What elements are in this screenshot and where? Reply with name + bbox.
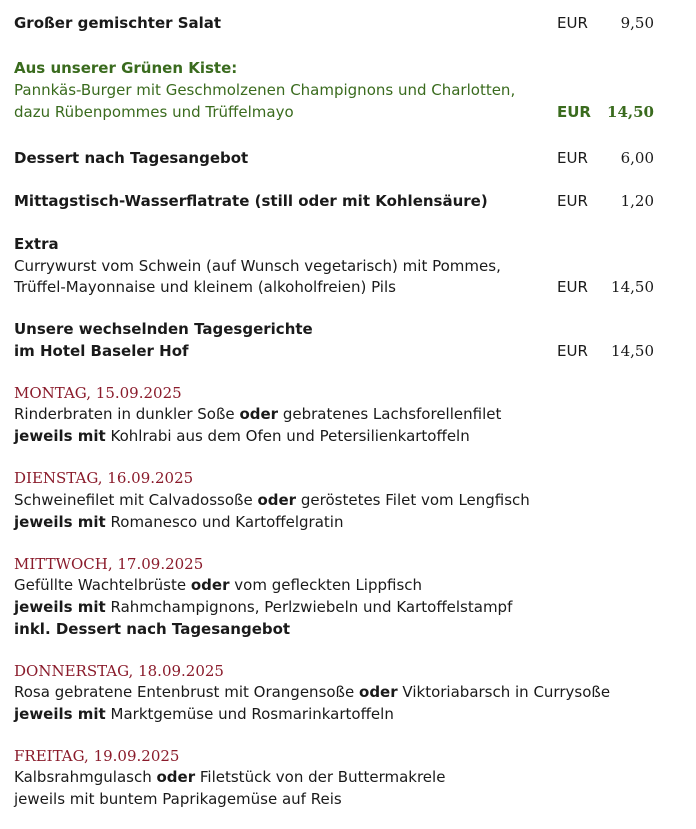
day-extra: inkl. Dessert nach Tagesangebot bbox=[14, 620, 291, 638]
item-heading: im Hotel Baseler Hof bbox=[14, 342, 189, 360]
dish-a: Kalbsrahmgulasch bbox=[14, 768, 152, 786]
item-price: 1,20 bbox=[620, 192, 654, 210]
dish-a: Schweinefilet mit Calvadossoße bbox=[14, 491, 253, 509]
each-with-label: jeweils mit bbox=[14, 513, 106, 531]
day-heading: MITTWOCH, 17.09.2025 bbox=[14, 555, 204, 573]
sides: Kohlrabi aus dem Ofen und Petersilienkartoffeln bbox=[110, 427, 470, 445]
item-description-line: Currywurst vom Schwein (auf Wunsch vegetarisch) mit Pommes, bbox=[14, 257, 501, 275]
item-title: Dessert nach Tagesangebot bbox=[14, 149, 249, 167]
day-dishes bbox=[14, 489, 530, 511]
or-label: oder bbox=[257, 491, 297, 509]
day-sides: jeweils mit buntem Paprikagemüse auf Reis bbox=[14, 790, 342, 808]
item-heading: Unsere wechselnden Tagesgerichte bbox=[14, 320, 313, 338]
item-price: 9,50 bbox=[620, 14, 654, 32]
or-label: oder bbox=[190, 576, 230, 594]
item-currency: EUR bbox=[557, 278, 588, 296]
day-sides bbox=[14, 703, 394, 725]
item-title: Mittagstisch-Wasserflatrate (still oder mit Kohlensäure) bbox=[14, 192, 488, 210]
day-sides bbox=[14, 425, 470, 447]
item-heading: Aus unserer Grünen Kiste: bbox=[14, 59, 238, 77]
item-description-line: Trüffel-Mayonnaise und kleinem (alkoholfreien) Pils bbox=[14, 278, 396, 296]
each-with-label: jeweils mit bbox=[14, 598, 106, 616]
day-sides bbox=[14, 596, 512, 618]
item-price: 14,50 bbox=[607, 103, 654, 121]
day-heading: MONTAG, 15.09.2025 bbox=[14, 384, 182, 402]
day-dishes bbox=[14, 681, 610, 703]
item-description-line: Pannkäs-Burger mit Geschmolzenen Champignons und Charlotten, bbox=[14, 81, 516, 99]
day-dishes bbox=[14, 574, 422, 596]
dish-a: Gefüllte Wachtelbrüste bbox=[14, 576, 187, 594]
dish-b: vom gefleckten Lippfisch bbox=[234, 576, 423, 594]
sides: Romanesco und Kartoffelgratin bbox=[110, 513, 344, 531]
or-label: oder bbox=[359, 683, 398, 701]
item-heading: Extra bbox=[14, 235, 59, 253]
each-with-label: jeweils mit bbox=[14, 427, 106, 445]
item-description-line: dazu Rübenpommes und Trüffelmayo bbox=[14, 103, 294, 121]
item-price: 14,50 bbox=[611, 342, 654, 360]
dish-b: gebratenes Lachsforellenfilet bbox=[282, 405, 502, 423]
or-label: oder bbox=[156, 768, 196, 786]
item-price: 14,50 bbox=[611, 278, 654, 296]
day-heading: DIENSTAG, 16.09.2025 bbox=[14, 469, 194, 487]
item-price: 6,00 bbox=[620, 149, 654, 167]
item-currency: EUR bbox=[557, 14, 588, 32]
sides: Rahmchampignons, Perlzwiebeln und Kartoffelstampf bbox=[110, 598, 513, 616]
item-currency: EUR bbox=[557, 192, 588, 210]
dish-b: Filetstück von der Buttermakrele bbox=[199, 768, 446, 786]
dish-a: Rinderbraten in dunkler Soße bbox=[14, 405, 235, 423]
dish-b: geröstetes Filet vom Lengfisch bbox=[300, 491, 530, 509]
day-heading: DONNERSTAG, 18.09.2025 bbox=[14, 662, 224, 680]
item-currency: EUR bbox=[557, 149, 588, 167]
item-currency: EUR bbox=[557, 342, 588, 360]
sides: Marktgemüse und Rosmarinkartoffeln bbox=[110, 705, 394, 723]
each-with-label: jeweils mit bbox=[14, 705, 106, 723]
day-dishes bbox=[14, 403, 501, 425]
day-dishes bbox=[14, 766, 445, 788]
item-title: Großer gemischter Salat bbox=[14, 14, 222, 32]
day-heading: FREITAG, 19.09.2025 bbox=[14, 747, 180, 765]
item-currency: EUR bbox=[557, 103, 591, 121]
dish-a: Rosa gebratene Entenbrust mit Orangensoße bbox=[14, 683, 355, 701]
day-sides bbox=[14, 511, 343, 533]
dish-b: Viktoriabarsch in Currysoße bbox=[402, 683, 611, 701]
or-label: oder bbox=[239, 405, 279, 423]
